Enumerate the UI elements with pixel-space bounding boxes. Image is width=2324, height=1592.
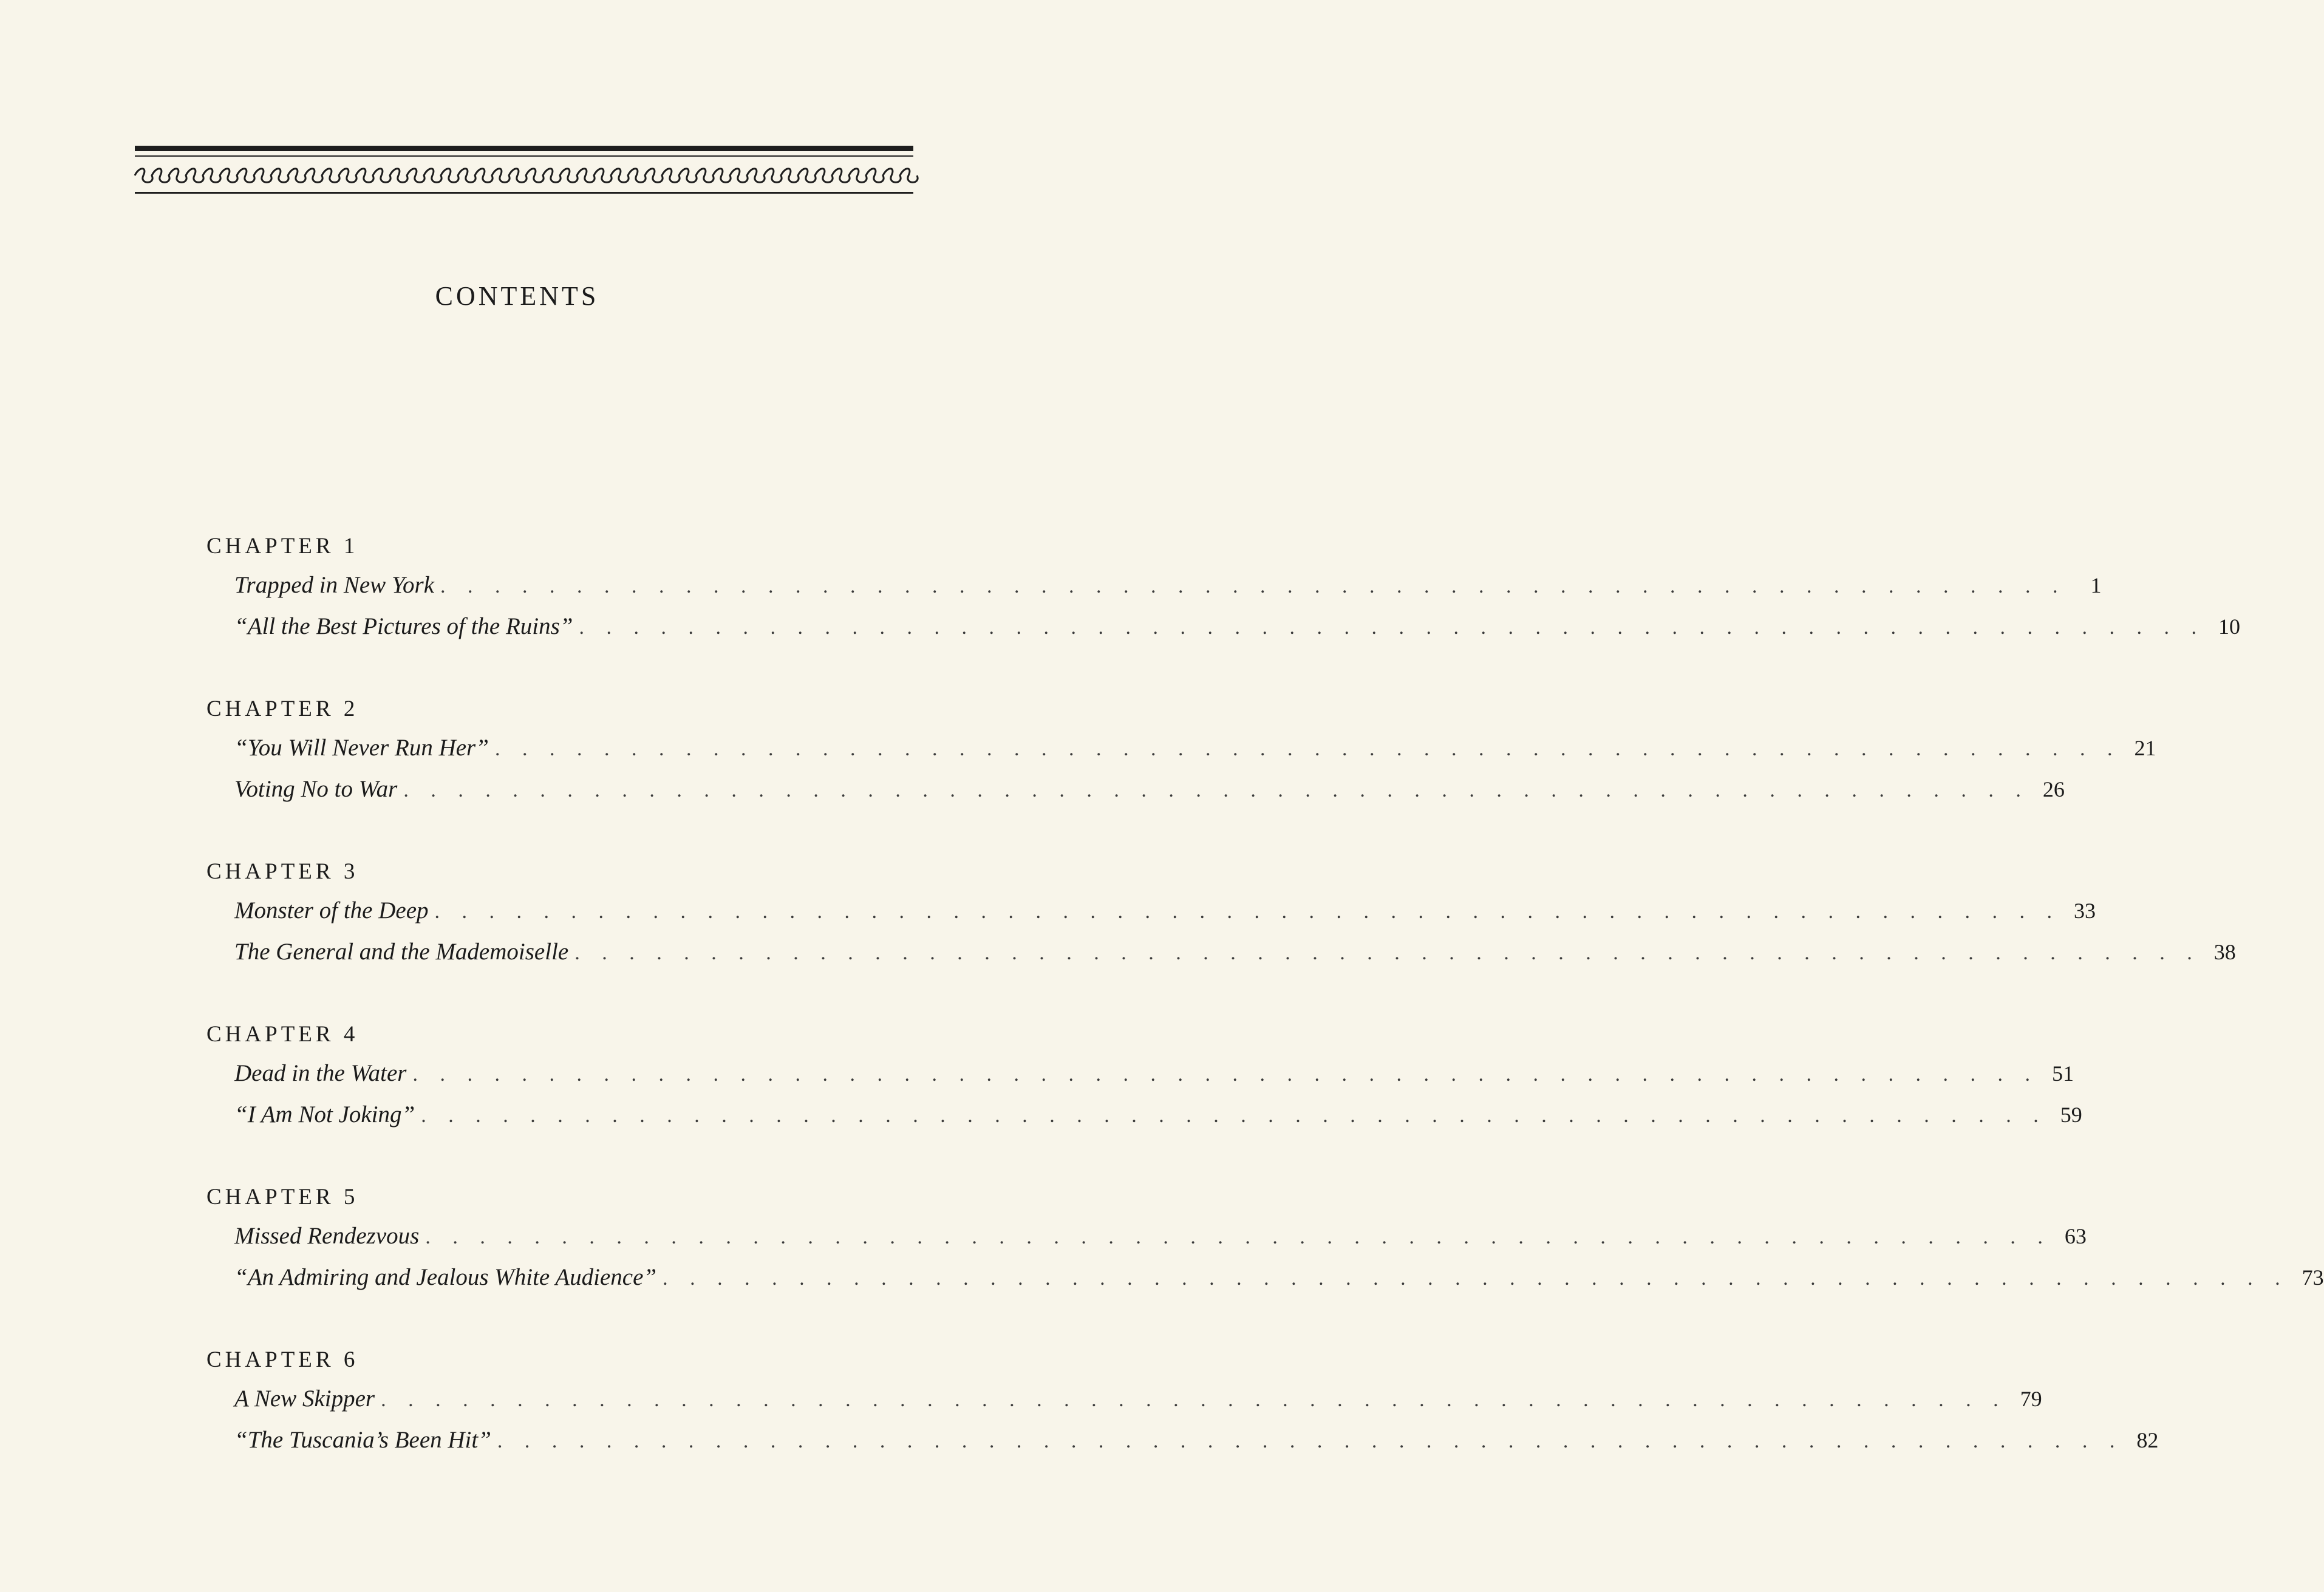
header-ornament — [135, 146, 913, 194]
toc-entry[interactable] — [234, 931, 2236, 973]
ornament-thin-rule — [135, 155, 913, 157]
chapter-block — [206, 854, 2236, 973]
chapter-heading: CHAPTER 3 — [206, 859, 359, 884]
toc-entry[interactable] — [234, 606, 2241, 647]
toc-entry[interactable] — [234, 1216, 2087, 1257]
table-of-contents — [206, 528, 2324, 1505]
dot-leader: . . . . . . . . . . . . . . . . . . . . . . . . . . . . . . . . . . . . . . . . . . . . . . . . . . . . . . . . . . . . — [412, 1063, 2039, 1086]
toc-entry-title: The General and the Mademoiselle — [234, 939, 569, 965]
toc-entry-title: Monster of the Deep — [234, 897, 429, 924]
toc-entry[interactable] — [234, 890, 2096, 931]
toc-entry-title: Dead in the Water — [234, 1060, 407, 1086]
toc-page-number: 73 — [2302, 1265, 2324, 1290]
toc-entry-title: “The Tuscania’s Been Hit” — [234, 1427, 491, 1453]
dot-leader: . . . . . . . . . . . . . . . . . . . . . . . . . . . . . . . . . . . . . . . . . . . . . . . . . . . . . . . . . . . . — [434, 900, 2061, 923]
toc-page-number: 59 — [2060, 1103, 2082, 1127]
toc-page-number: 21 — [2134, 736, 2156, 760]
toc-entry[interactable] — [234, 1420, 2159, 1461]
dot-leader: . . . . . . . . . . . . . . . . . . . . . . . . . . . . . . . . . . . . . . . . . . . . . . . . . . . . . . . . . . . . — [381, 1389, 2007, 1411]
toc-entry-title: “I Am Not Joking” — [234, 1101, 415, 1128]
toc-page-number: 1 — [2090, 573, 2102, 597]
page-title: CONTENTS — [435, 281, 599, 311]
dot-leader: . . . . . . . . . . . . . . . . . . . . . . . . . . . . . . . . . . . . . . . . . . . . . . . . . . . . . . . . . . . . — [663, 1267, 2289, 1290]
dot-leader: . . . . . . . . . . . . . . . . . . . . . . . . . . . . . . . . . . . . . . . . . . . . . . . . . . . . . . . . . . . . — [421, 1104, 2047, 1127]
toc-entry-title: “You Will Never Run Her” — [234, 735, 489, 761]
toc-page-number: 82 — [2136, 1428, 2159, 1452]
chapter-heading: CHAPTER 1 — [206, 534, 359, 559]
chapter-heading: CHAPTER 4 — [206, 1022, 359, 1047]
dot-leader: . . . . . . . . . . . . . . . . . . . . . . . . . . . . . . . . . . . . . . . . . . . . . . . . . . . . . . . . . . . . — [403, 779, 2029, 801]
toc-entry[interactable] — [234, 1257, 2324, 1298]
toc-entry-title: Voting No to War — [234, 776, 398, 802]
toc-entry-title: Missed Rendezvous — [234, 1223, 420, 1249]
wave-border-icon — [135, 168, 913, 183]
toc-entry[interactable] — [234, 769, 2065, 810]
toc-page-number: 38 — [2213, 940, 2236, 964]
chapter-block — [206, 1016, 2082, 1135]
toc-entry-title: “An Admiring and Jealous White Audience” — [234, 1264, 657, 1290]
chapter-heading: CHAPTER 6 — [206, 1347, 359, 1372]
chapter-heading: CHAPTER 2 — [206, 696, 359, 721]
chapter-block — [206, 1179, 2324, 1298]
dot-leader: . . . . . . . . . . . . . . . . . . . . . . . . . . . . . . . . . . . . . . . . . . . . . . . . . . . . . . . . . . . . — [494, 738, 2121, 760]
chapter-block — [206, 528, 2241, 647]
ornament-thick-rule — [135, 146, 913, 151]
toc-entry-title: “All the Best Pictures of the Ruins” — [234, 613, 573, 639]
toc-page-number: 51 — [2051, 1061, 2074, 1086]
dot-leader: . . . . . . . . . . . . . . . . . . . . . . . . . . . . . . . . . . . . . . . . . . . . . . . . . . . . . . . . . . . . — [425, 1226, 2051, 1248]
chapter-block — [206, 691, 2156, 810]
toc-page-number: 33 — [2074, 899, 2096, 923]
toc-entry[interactable] — [234, 1053, 2074, 1094]
toc-page-number: 10 — [2218, 614, 2241, 639]
ornament-bottom-rule — [135, 192, 913, 194]
toc-entry-title: Trapped in New York — [234, 572, 435, 598]
dot-leader: . . . . . . . . . . . . . . . . . . . . . . . . . . . . . . . . . . . . . . . . . . . . . . . . . . . . . . . . . . . . — [497, 1430, 2124, 1452]
dot-leader: . . . . . . . . . . . . . . . . . . . . . . . . . . . . . . . . . . . . . . . . . . . . . . . . . . . . . . . . . . . . — [574, 942, 2201, 964]
toc-entry[interactable] — [234, 565, 2102, 606]
toc-page-number: 63 — [2064, 1224, 2087, 1248]
toc-entry[interactable] — [234, 1378, 2042, 1420]
dot-leader: . . . . . . . . . . . . . . . . . . . . . . . . . . . . . . . . . . . . . . . . . . . . . . . . . . . . . . . . . . . . — [440, 575, 2067, 597]
toc-page-number: 26 — [2042, 777, 2065, 801]
dot-leader: . . . . . . . . . . . . . . . . . . . . . . . . . . . . . . . . . . . . . . . . . . . . . . . . . . . . . . . . . . . . — [579, 616, 2206, 639]
toc-page-number: 79 — [2020, 1387, 2042, 1411]
toc-entry[interactable] — [234, 727, 2156, 769]
toc-entry[interactable] — [234, 1094, 2082, 1135]
chapter-block — [206, 1342, 2159, 1461]
toc-entry-title: A New Skipper — [234, 1386, 375, 1412]
chapter-heading: CHAPTER 5 — [206, 1185, 359, 1209]
